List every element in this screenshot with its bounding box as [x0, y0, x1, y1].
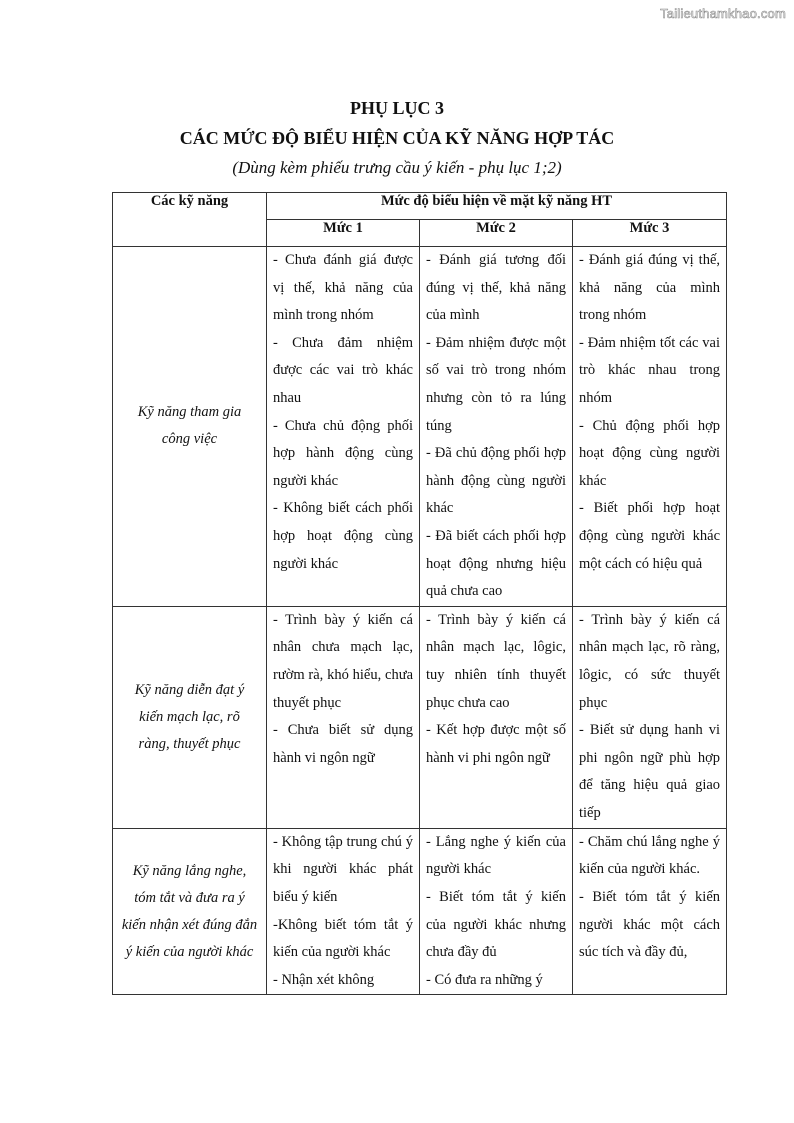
- bullet-text: - Trình bày ý kiến cá nhân mạch lạc, rõ ràng, lôgic, có sức thuyết phục: [579, 611, 721, 711]
- bullet-text: - Đảm nhiệm được một số vai trò trong nhóm nhưng còn tỏ ra lúng túng: [426, 334, 566, 434]
- bullet-text: - Chủ động phối hợp hoạt động cùng người khác: [579, 417, 721, 489]
- table-row: [113, 606, 727, 828]
- bullet-text: - Trình bày ý kiến cá nhân mạch lạc, lôgic, tuy nhiên tính thuyết phục chưa cao: [426, 611, 566, 711]
- bullet-text: - Đã chủ động phối hợp hành động cùng người khác: [426, 445, 566, 517]
- document-title: CÁC MỨC ĐỘ BIỂU HIỆN CỦA KỸ NĂNG HỢP TÁC: [179, 128, 615, 148]
- skill-name: [113, 247, 267, 607]
- bullet-text: - Có đưa ra những ý: [426, 971, 543, 988]
- bullet-text: - Không biết cách phối hợp hoạt động cùng người khác: [273, 500, 413, 572]
- appendix-label: PHỤ LỤC 3: [350, 98, 444, 118]
- watermark-text: Tailieuthamkhao.com: [660, 6, 786, 21]
- skill-name: [113, 828, 267, 995]
- bullet-text: -Không biết tóm tắt ý kiến của người khác: [273, 916, 413, 961]
- bullet-text: - Đánh giá tương đối đúng vị thế, khả năng của mình: [426, 252, 566, 324]
- table-header-row: [113, 193, 727, 220]
- bullet-text: - Biết sử dụng hanh vi phi ngôn ngữ phù hợp để tăng hiệu quả giao tiếp: [579, 722, 721, 821]
- bullet-text: - Trình bày ý kiến cá nhân chưa mạch lạc, rườm rà, khó hiểu, chưa thuyết phục: [273, 611, 413, 711]
- header-skills: Các kỹ năng: [113, 193, 267, 247]
- skill-levels-table: [112, 192, 727, 995]
- bullet-text: - Lắng nghe ý kiến của người khác: [426, 833, 566, 878]
- bullet-text: - Chưa biết sử dụng hành vi ngôn ngữ: [273, 722, 413, 766]
- header-group: Mức độ biểu hiện về mặt kỹ năng HT: [267, 193, 727, 220]
- level-3-cell: [573, 247, 727, 607]
- table-row: [113, 828, 727, 995]
- bullet-text: - Chưa đảm nhiệm được các vai trò khác nhau: [273, 334, 413, 406]
- skill-label: Kỹ năng diễn đạt ý kiến mạch lạc, rõ ràng, thuyết phục: [134, 681, 245, 752]
- bullet-text: - Đã biết cách phối hợp hoạt động nhưng hiệu quả chưa cao: [426, 527, 566, 600]
- level-2-cell: [420, 606, 573, 828]
- header-level-3: Mức 3: [573, 220, 727, 247]
- bullet-text: - Đánh giá đúng vị thế, khả năng của mình trong nhóm: [579, 252, 721, 324]
- bullet-text: - Chưa đánh giá được vị thế, khả năng của mình trong nhóm: [273, 252, 413, 324]
- level-1-cell: [267, 247, 420, 607]
- level-1-cell: [267, 606, 420, 828]
- level-2-cell: [420, 828, 573, 995]
- table-row: [113, 247, 727, 607]
- skill-label: Kỹ năng lắng nghe, tóm tắt và đưa ra ý kiến nhận xét đúng đắn ý kiến của người khác: [121, 862, 258, 960]
- level-2-cell: [420, 247, 573, 607]
- bullet-text: - Biết tóm tắt ý kiến của người khác nhưng chưa đầy đủ: [426, 888, 566, 961]
- skill-name: [113, 606, 267, 828]
- level-1-cell: [267, 828, 420, 995]
- bullet-text: - Chưa chủ động phối hợp hành động cùng người khác: [273, 417, 413, 489]
- bullet-text: - Không tập trung chú ý khi người khác phát biểu ý kiến: [273, 833, 413, 905]
- bullet-text: - Chăm chú lắng nghe ý kiến của người khác.: [579, 833, 721, 878]
- header-level-2: Mức 2: [420, 220, 573, 247]
- level-3-cell: [573, 828, 727, 995]
- bullet-text: - Biết phối hợp hoạt động cùng người khác một cách có hiệu quả: [579, 500, 721, 572]
- bullet-text: - Kết hợp được một số hành vi phi ngôn ngữ: [426, 722, 566, 766]
- bullet-text: - Nhận xét không: [273, 971, 375, 988]
- bullet-text: - Đảm nhiệm tốt các vai trò khác nhau trong nhóm: [579, 334, 721, 406]
- level-3-cell: [573, 606, 727, 828]
- header-level-1: Mức 1: [267, 220, 420, 247]
- bullet-text: - Biết tóm tắt ý kiến người khác một cách súc tích và đầy đủ,: [579, 888, 721, 961]
- skill-label: Kỹ năng tham gia công việc: [137, 404, 242, 448]
- document-subtitle: (Dùng kèm phiếu trưng cầu ý kiến - phụ lục 1;2): [232, 158, 562, 177]
